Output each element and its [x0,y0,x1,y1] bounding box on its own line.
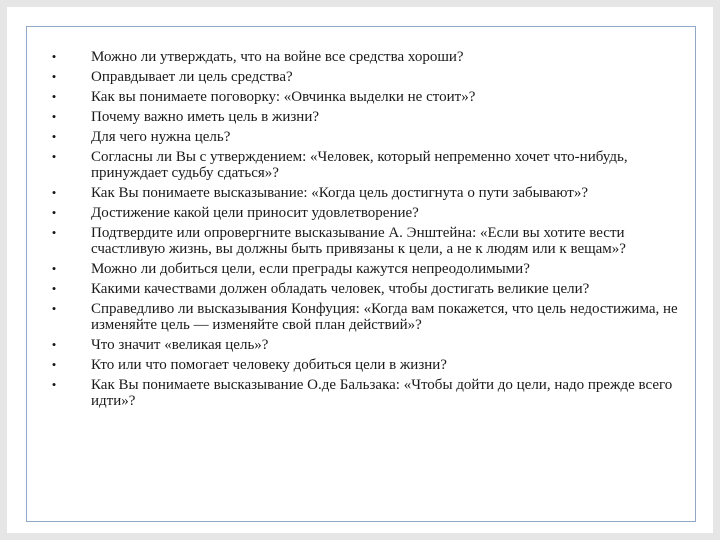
bullet-icon: • [51,337,57,352]
bullet-icon: • [51,357,57,372]
list-item-text: Для чего нужна цель? [91,129,231,145]
list-item-text: Подтвердите или опровергните высказывание А. Энштейна: «Если вы хотите вести счастливую жизнь, вы должны быть привязаны к цели, а не к людям или к вещам»? [91,225,626,257]
list-item-text: Как вы понимаете поговорку: «Овчинка выделки не стоит»? [91,89,476,105]
bullet-icon: • [51,129,57,144]
slide-frame [26,26,696,522]
list-item [49,89,689,105]
list-item [49,69,689,85]
list-item [49,301,689,333]
slide-content [49,49,689,413]
list-item-text: Можно ли добиться цели, если преграды кажутся непреодолимыми? [91,261,530,277]
bullet-icon: • [51,301,57,316]
bullet-icon: • [51,89,57,104]
list-item [49,49,689,65]
list-item-text: Кто или что помогает человеку добиться цели в жизни? [91,357,447,373]
slide [7,7,713,533]
question-list [49,49,689,409]
list-item-text: Можно ли утверждать, что на войне все средства хороши? [91,49,464,65]
list-item-text: Справедливо ли высказывания Конфуция: «Когда вам покажется, что цель недостижима, не изменяйте цель — изменяйте свой план действий»? [91,301,678,333]
list-item [49,129,689,145]
bullet-icon: • [51,225,57,240]
list-item-text: Что значит «великая цель»? [91,337,269,353]
list-item [49,149,689,181]
bullet-icon: • [51,377,57,392]
bullet-icon: • [51,109,57,124]
list-item-text: Согласны ли Вы с утверждением: «Человек, который непременно хочет что-нибудь, принуждает судьбу сдаться»? [91,149,628,181]
list-item-text: Почему важно иметь цель в жизни? [91,109,320,125]
bullet-icon: • [51,205,57,220]
bullet-icon: • [51,49,57,64]
list-item [49,185,689,201]
list-item [49,205,689,221]
list-item-text: Как Вы понимаете высказывание: «Когда цель достигнута о пути забывают»? [91,185,588,201]
list-item [49,109,689,125]
list-item-text: Достижение какой цели приносит удовлетворение? [91,205,419,221]
list-item [49,377,689,409]
list-item [49,261,689,277]
list-item-text: Оправдывает ли цель средства? [91,69,293,85]
list-item-text: Как Вы понимаете высказывание О.де Бальзака: «Чтобы дойти до цели, надо прежде всего идти»? [91,377,673,409]
bullet-icon: • [51,149,57,164]
list-item [49,225,689,257]
list-item [49,337,689,353]
bullet-icon: • [51,261,57,276]
bullet-icon: • [51,69,57,84]
bullet-icon: • [51,281,57,296]
list-item-text: Какими качествами должен обладать человек, чтобы достигать великие цели? [91,281,590,297]
bullet-icon: • [51,185,57,200]
list-item [49,281,689,297]
list-item [49,357,689,373]
